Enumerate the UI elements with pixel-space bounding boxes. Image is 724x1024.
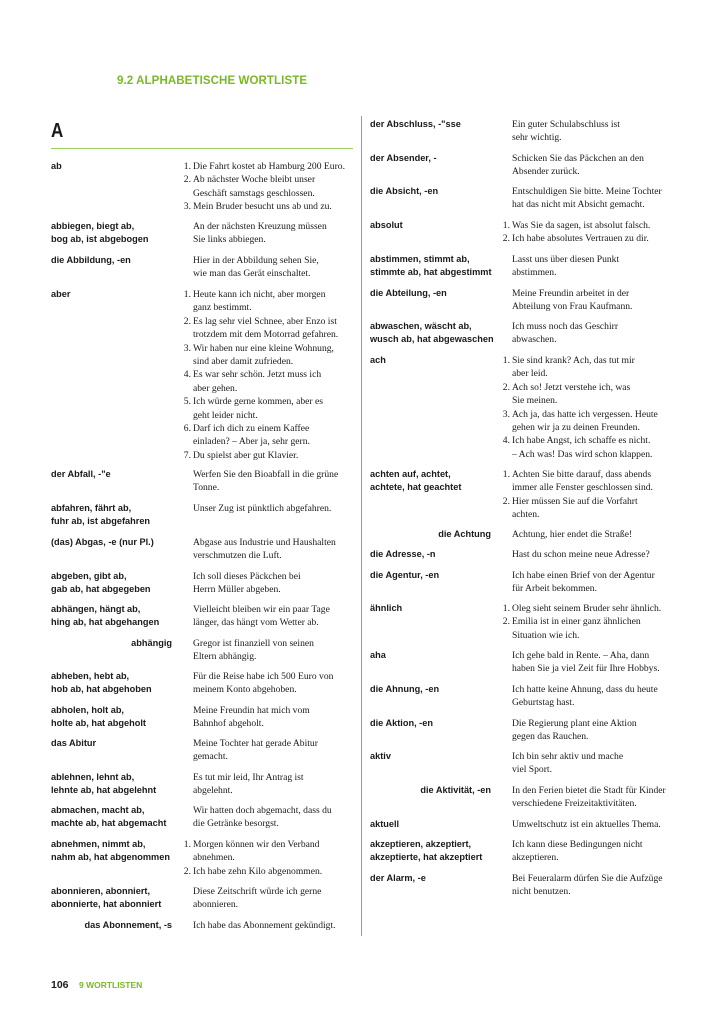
example-sentence: Hier in der Abbildung sehen Sie, wie man das Gerät einschaltet. [193, 255, 319, 280]
headword: abnehmen, nimmt ab, nahm ab, hat abgenommen [51, 839, 170, 863]
headword: der Absender, - [370, 153, 437, 163]
example-number: 2. [502, 616, 510, 628]
example-sentence: Lasst uns über diesen Punkt abstimmen. [512, 254, 620, 279]
section-title: 9.2 ALPHABETISCHE WORTLISTE [117, 75, 308, 87]
example-sentence: Ich hatte keine Ahnung, dass du heute Geburtstag hast. [512, 684, 658, 709]
example-number: 3. [183, 201, 191, 213]
example-sentence: Für die Reise habe ich 500 Euro von meinem Konto abgehoben. [193, 671, 334, 696]
headword: das Abitur [51, 738, 97, 748]
headword: absolut [370, 220, 403, 230]
example-sentence: 1. Was Sie da sagen, ist absolut falsch. [512, 219, 682, 232]
example-number: 3. [183, 342, 191, 354]
example-sentence: Bei Feueralarm dürfen Sie die Aufzüge nicht benutzen. [512, 873, 663, 898]
example-number: 2. [502, 495, 510, 507]
headword: abhängig [131, 638, 172, 648]
example-sentence: In den Ferien bietet die Stadt für Kinder verschiedene Freizeitaktivitäten. [512, 785, 666, 810]
example-sentence: 1. Oleg sieht seinem Bruder sehr ähnlich. [512, 602, 682, 615]
example-sentence: 2. Ich habe zehn Kilo abgenommen. [193, 865, 358, 878]
example-number: 1. [183, 289, 191, 300]
headword: aber [51, 289, 71, 299]
example-sentence: Umweltschutz ist ein aktuelles Thema. [512, 819, 661, 830]
example-number: 2. [183, 174, 191, 186]
example-list [502, 354, 682, 461]
example-number: 6. [183, 423, 191, 435]
example-number: 1. [502, 220, 510, 231]
headword: abonnieren, abonniert, abonnierte, hat abonniert [51, 886, 162, 910]
headword: die Agentur, -en [370, 570, 440, 580]
example-list [183, 160, 358, 214]
example-list [183, 838, 358, 878]
page-number: 106 [51, 979, 69, 991]
headword: die Abteilung, -en [370, 288, 447, 298]
example-number: 4. [502, 435, 510, 447]
example-sentence: 1. Sie sind krank? Ach, das tut mir aber leid. [512, 354, 682, 381]
example-sentence: Werfen Sie den Bioabfall in die grüne Tonne. [193, 469, 339, 494]
example-list [502, 468, 682, 522]
example-number: 1. [183, 161, 191, 172]
example-number: 7. [183, 449, 191, 461]
headword: die Aktivität, -en [420, 785, 491, 795]
example-number: 1. [502, 469, 510, 480]
example-number: 2. [183, 865, 191, 877]
example-sentence: 2. Ach so! Jetzt verstehe ich, was Sie meinen. [512, 381, 682, 408]
headword: ach [370, 355, 386, 365]
example-sentence: Ich bin sehr aktiv und mache viel Sport. [512, 751, 624, 776]
example-sentence: 2. Emilia ist in einer ganz ähnlichen Situation wie ich. [512, 615, 682, 642]
example-sentence: 2. Hier müssen Sie auf die Vorfahrt achten. [512, 495, 682, 522]
example-sentence: 7. Du spielst aber gut Klavier. [193, 449, 358, 462]
example-number: 2. [502, 381, 510, 393]
example-sentence: 3. Ach ja, das hatte ich vergessen. Heute gehen wir ja zu deinen Freunden. [512, 408, 682, 435]
headword: die Adresse, -n [370, 549, 436, 559]
example-sentence: Meine Freundin arbeitet in der Abteilung von Frau Kaufmann. [512, 288, 633, 313]
headword: abfahren, fährt ab, fuhr ab, ist abgefahren [51, 503, 151, 527]
example-sentence: 1. Die Fahrt kostet ab Hamburg 200 Euro. [193, 160, 358, 173]
example-sentence: 1. Achten Sie bitte darauf, dass abends immer alle Fenster geschlossen sind. [512, 468, 682, 495]
headword: aktiv [370, 751, 391, 761]
example-sentence: Vielleicht bleiben wir ein paar Tage länger, das hängt vom Wetter ab. [193, 604, 330, 629]
headword: die Ahnung, -en [370, 684, 440, 694]
example-sentence: Wir hatten doch abgemacht, dass du die Getränke besorgst. [193, 805, 332, 830]
chapter-label: 9 WORTLISTEN [79, 980, 143, 990]
example-sentence: Es tut mir leid, Ihr Antrag ist abgelehnt. [193, 772, 304, 797]
headword: der Alarm, -e [370, 873, 426, 883]
example-sentence: Hast du schon meine neue Adresse? [512, 549, 650, 560]
headword: aha [370, 650, 386, 660]
headword: (das) Abgas, -e (nur Pl.) [51, 537, 154, 547]
headword: abgeben, gibt ab, gab ab, hat abgegeben [51, 571, 151, 595]
example-sentence: 6. Darf ich dich zu einem Kaffee einladen? – Aber ja, sehr gern. [193, 422, 358, 449]
example-sentence: Ich kann diese Bedingungen nicht akzeptieren. [512, 839, 643, 864]
headword: achten auf, achtet, achtete, hat geachtet [370, 469, 462, 493]
example-sentence: 5. Ich würde gerne kommen, aber es geht leider nicht. [193, 395, 358, 422]
headword: abholen, holt ab, holte ab, hat abgeholt [51, 705, 146, 729]
headword: abheben, hebt ab, hob ab, hat abgehoben [51, 671, 152, 695]
headword: die Achtung [438, 529, 491, 539]
headword: das Abonnement, -s [84, 920, 172, 930]
example-sentence: 3. Wir haben nur eine kleine Wohnung, sind aber damit zufrieden. [193, 342, 358, 369]
letter-rule [51, 148, 353, 149]
headword: der Abfall, -"e [51, 469, 111, 479]
headword: ablehnen, lehnt ab, lehnte ab, hat abgelehnt [51, 772, 157, 796]
example-sentence: Die Regierung plant eine Aktion gegen das Rauchen. [512, 718, 637, 743]
example-number: 1. [183, 839, 191, 850]
example-sentence: Ich habe einen Brief von der Agentur für Arbeit bekommen. [512, 570, 655, 595]
example-sentence: Diese Zeitschrift würde ich gerne abonnieren. [193, 886, 322, 911]
example-sentence: 4. Es war sehr schön. Jetzt muss ich aber gehen. [193, 368, 358, 395]
example-number: 2. [183, 315, 191, 327]
example-sentence: Ich gehe bald in Rente. – Aha, dann haben Sie ja viel Zeit für Ihre Hobbys. [512, 650, 660, 675]
headword: ab [51, 161, 62, 171]
example-number: 3. [502, 408, 510, 420]
headword: ähnlich [370, 603, 403, 613]
example-sentence: 4. Ich habe Angst, ich schaffe es nicht. – Ach was! Das wird schon klappen. [512, 434, 682, 461]
example-number: 1. [502, 355, 510, 366]
example-sentence: 2. Es lag sehr viel Schnee, aber Enzo ist trotzdem mit dem Motorrad gefahren. [193, 315, 358, 342]
example-sentence: Ich habe das Abonnement gekündigt. [193, 920, 336, 931]
example-sentence: 2. Ab nächster Woche bleibt unser Geschäft samstags geschlossen. [193, 173, 358, 200]
example-list [502, 602, 682, 642]
example-list [502, 219, 682, 246]
example-number: 2. [502, 233, 510, 245]
example-sentence: An der nächsten Kreuzung müssen Sie links abbiegen. [193, 221, 327, 246]
column-divider [361, 116, 362, 936]
example-sentence: 2. Ich habe absolutes Vertrauen zu dir. [512, 232, 682, 245]
example-sentence: Ich muss noch das Geschirr abwaschen. [512, 321, 619, 346]
example-sentence: 3. Mein Bruder besucht uns ab und zu. [193, 200, 358, 213]
headword: abwaschen, wäscht ab, wusch ab, hat abgewaschen [370, 321, 494, 345]
example-sentence: Meine Tochter hat gerade Abitur gemacht. [193, 738, 318, 763]
headword: der Abschluss, -"sse [370, 119, 461, 129]
example-sentence: 1. Heute kann ich nicht, aber morgen ganz bestimmt. [193, 288, 358, 315]
example-sentence: Achtung, hier endet die Straße! [512, 529, 633, 540]
example-number: 4. [183, 369, 191, 381]
headword: abmachen, macht ab, machte ab, hat abgemacht [51, 805, 167, 829]
example-sentence: Schicken Sie das Päckchen an den Absender zurück. [512, 153, 644, 178]
letter-heading: A [51, 120, 64, 142]
headword: aktuell [370, 819, 400, 829]
example-sentence: Gregor ist finanziell von seinen Eltern abhängig. [193, 638, 314, 663]
example-sentence: Abgase aus Industrie und Haushalten verschmutzen die Luft. [193, 537, 336, 562]
example-number: 1. [502, 603, 510, 614]
headword: akzeptieren, akzeptiert, akzeptierte, hat akzeptiert [370, 839, 483, 863]
headword: abhängen, hängt ab, hing ab, hat abgehangen [51, 604, 160, 628]
example-list [183, 288, 358, 462]
headword: abbiegen, biegt ab, bog ab, ist abgebogen [51, 221, 149, 245]
example-sentence: 1. Morgen können wir den Verband abnehmen. [193, 838, 358, 865]
headword: die Abbildung, -en [51, 255, 131, 265]
example-sentence: Ein guter Schulabschluss ist sehr wichtig. [512, 119, 620, 144]
example-number: 5. [183, 396, 191, 408]
example-sentence: Unser Zug ist pünktlich abgefahren. [193, 503, 332, 514]
headword: abstimmen, stimmt ab, stimmte ab, hat abgestimmt [370, 254, 492, 278]
example-sentence: Meine Freundin hat mich vom Bahnhof abgeholt. [193, 705, 310, 730]
headword: die Aktion, -en [370, 718, 433, 728]
example-sentence: Entschuldigen Sie bitte. Meine Tochter hat das nicht mit Absicht gemacht. [512, 186, 662, 211]
headword: die Absicht, -en [370, 186, 439, 196]
example-sentence: Ich soll dieses Päckchen bei Herrn Müller abgeben. [193, 571, 301, 596]
